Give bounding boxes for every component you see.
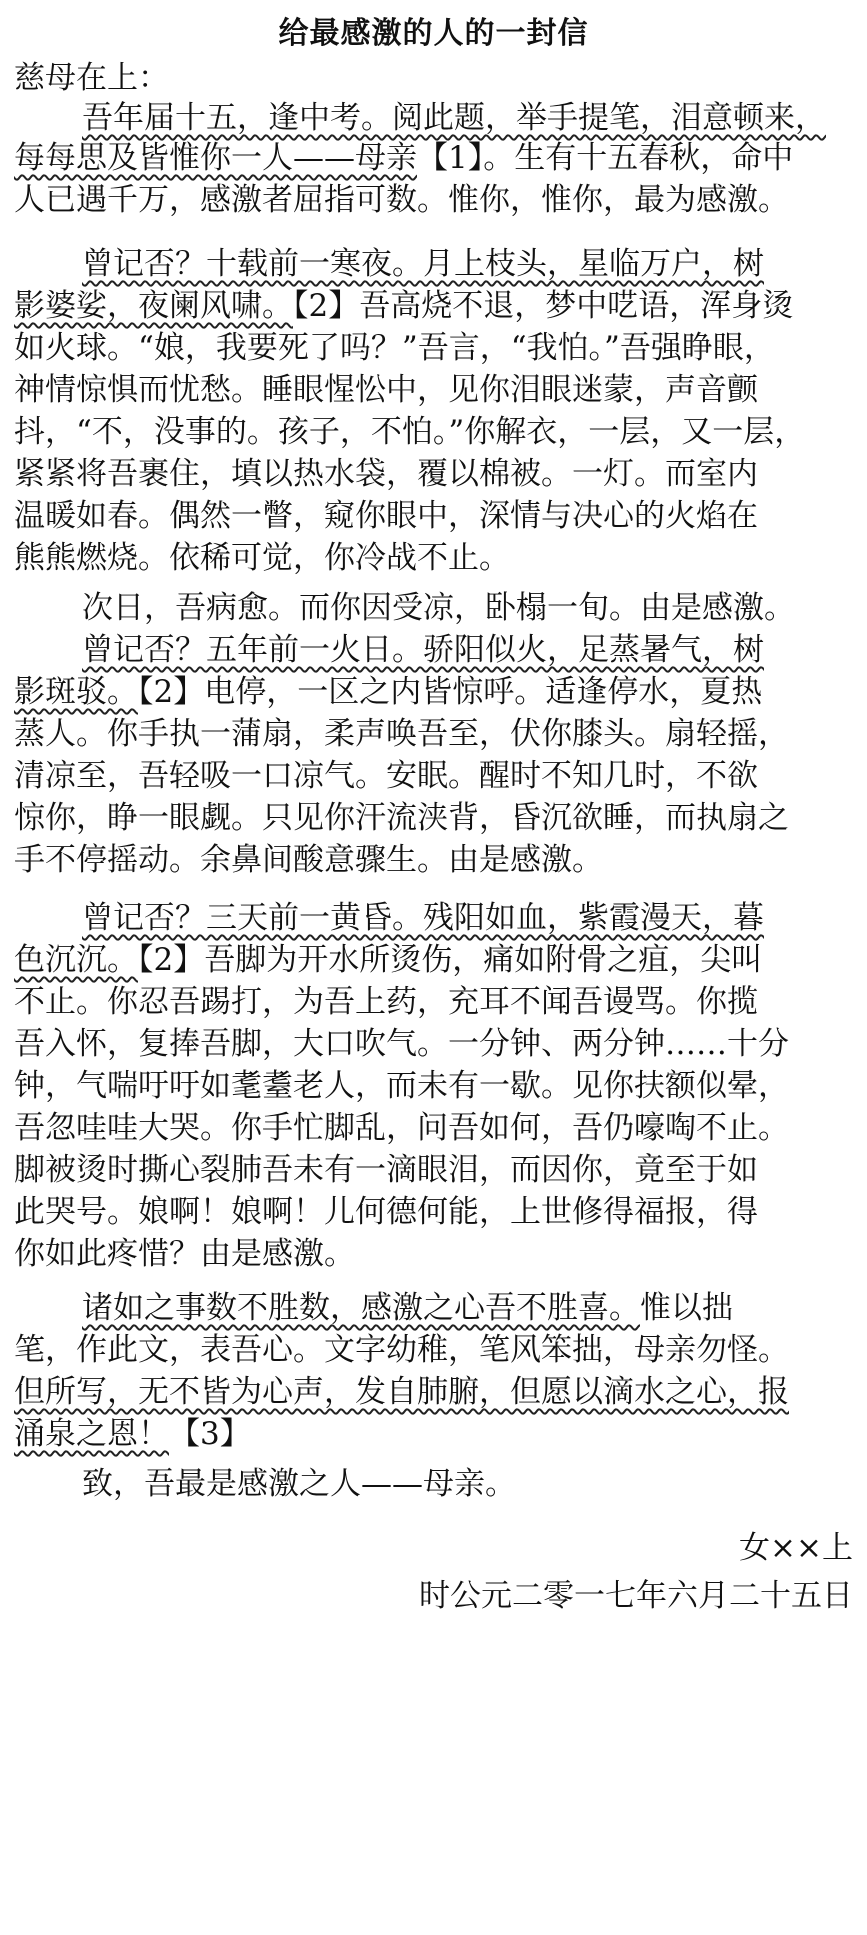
text-line: 抖，“不，没事的。孩子，不怕。”你解衣，一层，又一层， [14,414,806,450]
text-line: 脚被烫时撕心裂肺吾未有一滴眼泪，而因你，竟至于如 [14,1152,758,1188]
text-line: 你如此疼惜？由是感激。 [14,1236,355,1272]
text-line: 如火球。“娘，我要死了吗？”吾言，“我怕。”吾强睁眼， [14,330,775,366]
text-line: 人已遇千万，感激者屈指可数。惟你，惟你，最为感激。 [14,182,789,218]
text-line: 不止。你忍吾踢打，为吾上药，充耳不闻吾谩骂。你揽 [14,984,758,1020]
text-line: 吾入怀，复捧吾脚，大口吹气。一分钟、两分钟……十分 [14,1026,789,1062]
text-line: 手不停摇动。余鼻间酸意骤生。由是感激。 [14,842,603,878]
signature: 女××上 [739,1530,853,1566]
text-line: 温暖如春。偶然一瞥，窥你眼中，深情与决心的火焰在 [14,498,758,534]
text-line: 惊你，睁一眼觑。只见你汗流浃背，昏沉欲睡，而执扇之 [14,800,789,836]
text-line: 清凉至，吾轻吸一口凉气。安眠。醒时不知几时，不欲 [14,758,758,794]
page-title: 给最感激的人的一封信 [278,16,589,51]
text-line: 钟，气喘吁吁如耄耋老人，而未有一歇。见你扶额似晕， [14,1068,789,1104]
text-line: 蒸人。你手执一蒲扇，柔声唤吾至，伏你膝头。扇轻摇， [14,716,789,752]
text-line: 曾记否？十载前一寒夜。月上枝头，星临万户，树 [82,246,764,282]
text-line: 吾忽哇哇大哭。你手忙脚乱，问吾如何，吾仍嚎啕不止。 [14,1110,789,1146]
text-line: 曾记否？五年前一火日。骄阳似火，足蒸暑气，树 [82,632,764,668]
text-line: 吾年届十五，逢中考。阅此题，举手提笔，泪意顿来， [82,100,826,136]
text-line: 曾记否？三天前一黄昏。残阳如血，紫霞漫天，暮 [82,900,764,936]
text-line: 涌泉之恩！【3】 [14,1416,251,1452]
text-line: 神情惊惧而忧愁。睡眼惺忪中，见你泪眼迷蒙，声音颤 [14,372,758,408]
text-line: 影婆娑，夜阑风啸。【2】吾高烧不退，梦中呓语，浑身烫 [14,288,794,324]
text-line: 色沉沉。【2】吾脚为开水所烫伤，痛如附骨之疽，尖叫 [14,942,763,978]
text-line: 诸如之事数不胜数，感激之心吾不胜喜。惟以拙 [82,1290,733,1326]
text-line: 影斑驳。【2】电停，一区之内皆惊呼。适逢停水，夏热 [14,674,763,710]
text-line: 此哭号。娘啊！娘啊！儿何德何能，上世修得福报，得 [14,1194,758,1230]
text-line: 笔，作此文，表吾心。文字幼稚，笔风笨拙，母亲勿怪。 [14,1332,789,1368]
text-line: 但所写，无不皆为心声，发自肺腑，但愿以滴水之心，报 [14,1374,789,1410]
text-line: 次日，吾病愈。而你因受凉，卧榻一旬。由是感激。 [82,590,795,626]
text-line: 熊熊燃烧。依稀可觉，你冷战不止。 [14,540,510,576]
text-line: 每每思及皆惟你一人——母亲【1】。生有十五春秋，命中 [14,140,794,176]
greeting: 慈母在上： [14,60,169,96]
closing-line: 致，吾最是感激之人——母亲。 [82,1466,516,1502]
text-line: 紧紧将吾裹住，填以热水袋，覆以棉被。一灯。而室内 [14,456,758,492]
letter-date: 时公元二零一七年六月二十五日 [419,1578,853,1614]
